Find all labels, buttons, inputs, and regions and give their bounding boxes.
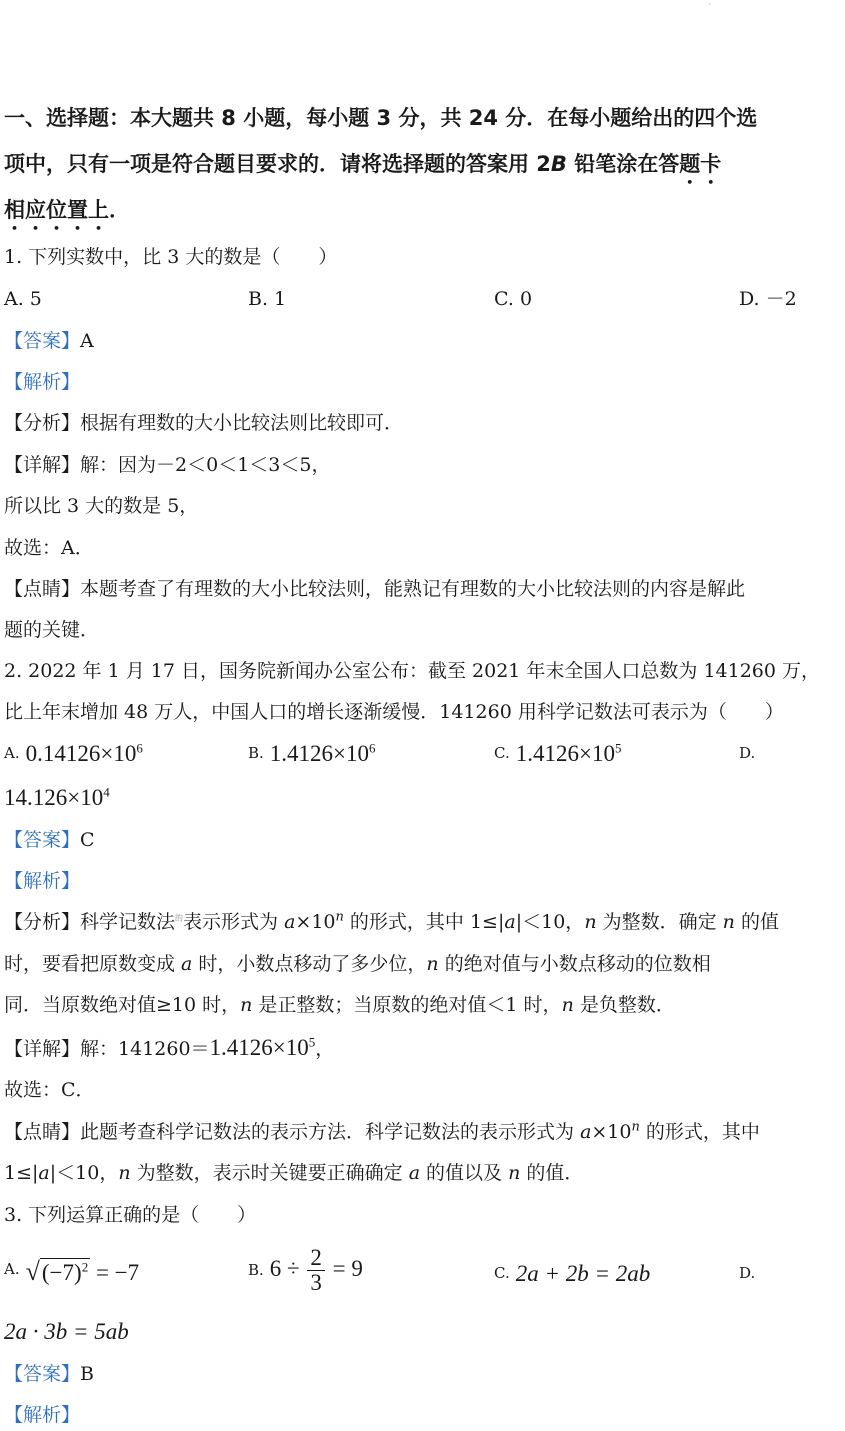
q3-option-b-letter: B. — [248, 1261, 264, 1279]
answer-tag: 【答案】 — [4, 829, 81, 851]
q2-dianjing-text: 1≤| — [4, 1162, 39, 1184]
q2-option-c-expr — [516, 741, 622, 766]
q2-dianjing-text: ×10 — [591, 1121, 632, 1143]
section-heading-line-2-text-b: 铅笔涂在答 — [566, 152, 680, 176]
answer-tag: 【答案】 — [4, 330, 81, 352]
q2-option-a-letter: A. — [4, 744, 20, 762]
q1-option-d: D. －2 — [739, 288, 797, 310]
q3-option-a-radicand — [40, 1258, 90, 1285]
var-a: a — [580, 1121, 592, 1143]
q2-fenxi-text: 时，小数点移动了多少位， — [192, 953, 427, 975]
q2-option-b — [248, 742, 376, 767]
q2-fenxi-text: 时，要看把原数变成 — [4, 953, 182, 975]
q1-xiangjie — [4, 453, 841, 477]
q3-option-d-letter: D. — [739, 1264, 756, 1282]
section-heading-line-3-end: ． — [109, 198, 130, 222]
q2-xiangjie-exp: 5 — [308, 1034, 316, 1050]
q2-option-c-base: 1.4126×10 — [515, 741, 615, 766]
q2-xiangjie-end: ， — [315, 1038, 335, 1060]
page-mark: · — [708, 0, 711, 9]
pencil-grade-letter: B — [550, 152, 567, 176]
q2-analysis-tag: 【解析】 — [4, 870, 81, 892]
q3-option-a-expr — [25, 1257, 140, 1286]
q2-option-d-expr — [4, 785, 110, 810]
section-heading-line-2 — [4, 150, 841, 189]
q2-dianjing-1 — [4, 1120, 841, 1144]
q2-xiangjie-base: 1.4126×10 — [209, 1035, 309, 1060]
q1-dianjing-1 — [4, 577, 841, 601]
q1-option-b: B. 1 — [248, 288, 287, 310]
q2-fenxi-3 — [4, 993, 841, 1017]
q2-dianjing-text: 为整数，表示时关键要正确确定 — [130, 1162, 409, 1184]
q2-xiangjie-text: 解：141260＝ — [80, 1038, 210, 1060]
var-n: n — [631, 1119, 640, 1135]
q3-analysis-tag: 【解析】 — [4, 1404, 81, 1426]
q1-option-c: C. 0 — [494, 288, 533, 310]
q1-stem: 1. 下列实数中，比 3 大的数是（ ） — [4, 246, 338, 268]
emphasis-position: 相应位置上 — [4, 198, 109, 222]
var-n: n — [118, 1162, 131, 1184]
q2-option-b-exp: 6 — [369, 740, 376, 756]
fenxi-tag: 【分析】 — [4, 911, 81, 933]
q2-fenxi-text: 是正整数；当原数的绝对值＜1 时， — [252, 994, 562, 1016]
q2-dianjing-2 — [4, 1161, 841, 1185]
q1-dianjing-2: 题的关键． — [4, 619, 100, 641]
q2-stem-2: 比上年末增加 48 万人，中国人口的增长逐渐缓慢．141260 用科学记数法可表示为（ ） — [4, 701, 784, 723]
var-n: n — [426, 953, 439, 975]
q2-option-b-base: 1.4126×10 — [269, 741, 370, 766]
q2-dianjing-text: |＜10， — [49, 1162, 119, 1184]
q1-option-a: A. 5 — [4, 288, 42, 310]
q2-option-d-letter-wrap — [739, 742, 761, 766]
q2-option-c-exp: 5 — [614, 740, 622, 756]
q2-option-d-exp: 4 — [103, 784, 110, 800]
q2-option-d — [4, 786, 110, 811]
q2-xiangjie — [4, 1036, 841, 1061]
var-a: a — [408, 1162, 421, 1184]
q2-fenxi-text: 科学记数法 — [80, 911, 176, 933]
q2-dianjing-text: 此题考查科学记数法的表示方法．科学记数法的表示形式为 — [80, 1121, 581, 1143]
q2-stem-1: 2. 2022 年 1 月 17 日，国务院新闻办公室公布：截至 2021 年末全国人口总数为 141260 万， — [4, 660, 821, 682]
q2-fenxi-text: 的值 — [734, 911, 779, 933]
q3-option-c — [494, 1262, 650, 1287]
q2-option-d-base: 14.126×10 — [4, 785, 104, 810]
q2-dianjing-text: 的形式，其中 — [639, 1121, 760, 1143]
var-a: a — [38, 1162, 50, 1184]
q2-dianjing-text: 的值． — [520, 1162, 584, 1184]
q2-option-c-letter: C. — [494, 744, 510, 762]
q1-analysis-tag: 【解析】 — [4, 371, 81, 393]
q3-answer — [4, 1362, 841, 1386]
q3-option-a-letter: A. — [4, 1260, 20, 1278]
q1-xiangjie-text: 解：因为－2＜0＜1＜3＜5， — [80, 454, 331, 476]
q3-option-a-exp: 2 — [81, 1259, 89, 1275]
q2-option-d-letter: D. — [739, 744, 756, 762]
var-n: n — [561, 994, 574, 1016]
q2-dianjing-text: 的值以及 — [420, 1162, 509, 1184]
q2-answer — [4, 828, 841, 852]
dianjing-tag: 【点睛】 — [4, 578, 81, 600]
q2-xiangjie-expr — [210, 1035, 316, 1060]
q2-option-b-letter: B. — [248, 744, 264, 762]
q2-fenxi-1 — [4, 910, 841, 934]
q3-option-c-letter: C. — [494, 1264, 510, 1282]
q2-option-c — [494, 742, 621, 767]
q2-fenxi-text: 同．当原数绝对值≥10 时， — [4, 994, 241, 1016]
q1-dianjing-text: 本题考查了有理数的大小比较法则，能熟记有理数的大小比较法则的内容是解此 — [80, 578, 746, 600]
var-a: a — [284, 911, 296, 933]
q2-fenxi-text: 的绝对值与小数点移动的位数相 — [438, 953, 711, 975]
q1-so-line: 所以比 3 大的数是 5， — [4, 495, 199, 517]
q3-answer-value: B — [80, 1363, 94, 1385]
fraction-numerator: 2 — [307, 1246, 325, 1271]
xiangjie-tag: 【详解】 — [4, 454, 81, 476]
q3-option-c-expr: 2a + 2b = 2ab — [515, 1261, 651, 1286]
q1-fenxi-text: 根据有理数的大小比较法则比较即可． — [80, 412, 404, 434]
fraction-denominator: 3 — [310, 1270, 322, 1295]
q3-option-a-inner: (−7) — [41, 1260, 82, 1285]
q2-fenxi-text: 表示形式为 — [183, 911, 285, 933]
sqrt-icon: √ — [25, 1257, 40, 1286]
q2-fenxi-text: 为整数．确定 — [596, 911, 723, 933]
q1-fenxi — [4, 411, 841, 435]
q3-option-b-expr — [269, 1245, 363, 1295]
var-n: n — [335, 909, 344, 925]
q2-option-b-expr — [270, 741, 376, 766]
emphasis-answer-sheet: 题卡 — [679, 152, 722, 176]
var-n: n — [508, 1162, 521, 1184]
answer-tag: 【答案】 — [4, 1363, 81, 1385]
q2-answer-value: C — [80, 829, 95, 851]
section-heading-line-3 — [4, 196, 841, 235]
q2-fenxi-text: |＜10， — [515, 911, 585, 933]
q1-answer-value: A — [80, 330, 94, 352]
q2-option-a-base: 0.14126×10 — [25, 741, 137, 766]
q3-option-b-lhs: 6 ÷ — [269, 1255, 306, 1281]
q2-fenxi-text: 是负整数． — [573, 994, 675, 1016]
q2-option-a-expr — [26, 741, 143, 766]
q2-choose: 故选：C． — [4, 1079, 95, 1101]
section-heading-line-2-text: 项中，只有一项是符合题目要求的．请将选择题的答案用 2 — [4, 152, 551, 176]
fenxi-tag: 【分析】 — [4, 412, 81, 434]
q2-fenxi-text: 的形式，其中 1≤| — [343, 911, 505, 933]
q3-option-a-rhs: = −7 — [90, 1260, 140, 1285]
q2-option-a-exp: 6 — [136, 740, 143, 756]
q2-fenxi-text: ×10 — [295, 911, 336, 933]
dianjing-tag: 【点睛】 — [4, 1121, 81, 1143]
q2-fenxi-2 — [4, 952, 841, 976]
var-a: a — [181, 953, 193, 975]
q1-choose: 故选：A． — [4, 537, 94, 559]
q3-option-d-letter-wrap — [739, 1262, 761, 1286]
var-n: n — [722, 911, 735, 933]
q2-option-a — [4, 742, 143, 767]
q3-option-b-rhs: = 9 — [326, 1255, 363, 1281]
q3-option-a — [4, 1258, 139, 1286]
q3-stem: 3. 下列运算正确的是（ ） — [4, 1204, 257, 1226]
var-n: n — [240, 994, 253, 1016]
xiangjie-tag: 【详解】 — [4, 1038, 81, 1060]
section-heading-line-1: 一、选择题：本大题共 8 小题，每小题 3 分，共 24 分．在每小题给出的四个选 — [4, 106, 758, 130]
q2-fenxi-mark: 的 — [175, 913, 184, 923]
q3-option-d — [4, 1320, 129, 1345]
var-a: a — [504, 911, 516, 933]
q3-option-d-expr: 2a · 3b = 5ab — [4, 1319, 129, 1344]
q3-option-b — [248, 1246, 363, 1295]
q1-answer — [4, 329, 841, 353]
q3-option-b-fraction — [307, 1246, 325, 1295]
var-n: n — [584, 911, 597, 933]
